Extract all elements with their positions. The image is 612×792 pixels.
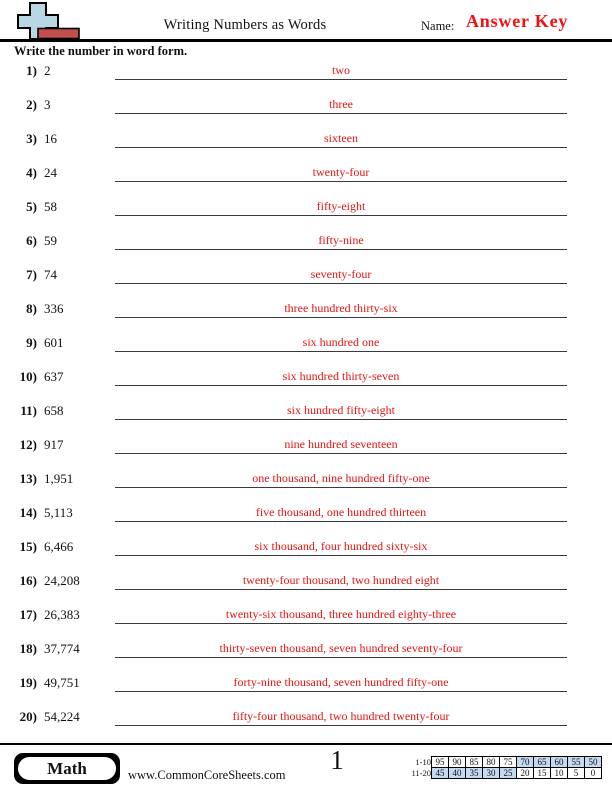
- question-number: 1): [26, 63, 37, 78]
- answer-text: thirty-seven thousand, seven hundred seventy-four: [219, 640, 463, 655]
- question-value: 336: [44, 301, 64, 316]
- problems-list: [0, 59, 612, 739]
- answer-text: fifty-nine: [318, 232, 364, 247]
- score-cell: 0: [585, 768, 602, 779]
- question-value: 5,113: [44, 505, 73, 520]
- answer-line: [115, 370, 567, 386]
- question-number: 13): [19, 471, 37, 486]
- answer-text: fifty-four thousand, two hundred twenty-four: [232, 708, 450, 723]
- question-number: 2): [26, 97, 37, 112]
- answer-line: [115, 166, 567, 182]
- question-value: 917: [44, 437, 64, 452]
- answer-text: seventy-four: [310, 266, 372, 281]
- score-cell: 85: [466, 757, 483, 768]
- question-number: 17): [19, 607, 37, 622]
- answer-line: [115, 574, 567, 590]
- question-value: 24: [44, 165, 57, 180]
- score-cell: 40: [449, 768, 466, 779]
- question-value: 658: [44, 403, 64, 418]
- score-cell: 60: [551, 757, 568, 768]
- problem-row: [0, 229, 612, 263]
- score-row-label: 11-20: [411, 767, 431, 778]
- answer-line: [115, 676, 567, 692]
- question-value: 6,466: [44, 539, 74, 554]
- problem-row: [0, 705, 612, 739]
- logo-red-block: [38, 29, 79, 39]
- question-value: 637: [44, 369, 64, 384]
- score-cell: 75: [500, 757, 517, 768]
- answer-text: three: [329, 96, 353, 111]
- answer-text: five thousand, one hundred thirteen: [255, 504, 427, 519]
- problem-row: [0, 399, 612, 433]
- question-value: 74: [44, 267, 57, 282]
- question-value: 58: [44, 199, 57, 214]
- score-cell: 70: [517, 757, 534, 768]
- answer-line: [115, 132, 567, 148]
- answer-line: [115, 608, 567, 624]
- question-number: 5): [26, 199, 37, 214]
- instruction-text: Write the number in word form.: [14, 44, 188, 58]
- score-cell: 45: [432, 768, 449, 779]
- footer-divider: [0, 743, 612, 745]
- problem-row: [0, 535, 612, 569]
- answer-text: six hundred thirty-seven: [282, 368, 400, 383]
- answer-line: [115, 302, 567, 318]
- score-cell: 5: [568, 768, 585, 779]
- problem-row: [0, 365, 612, 399]
- answer-text: three hundred thirty-six: [284, 300, 398, 315]
- question-number: 9): [26, 335, 37, 350]
- answer-line: [115, 200, 567, 216]
- score-cell: 65: [534, 757, 551, 768]
- question-number: 14): [19, 505, 37, 520]
- question-number: 18): [19, 641, 37, 656]
- answer-line: [115, 234, 567, 250]
- question-value: 601: [44, 335, 64, 350]
- question-number: 16): [19, 573, 37, 588]
- question-value: 24,208: [44, 573, 80, 588]
- answer-line: [115, 336, 567, 352]
- problem-row: [0, 127, 612, 161]
- answer-line: [115, 268, 567, 284]
- score-cell: 35: [466, 768, 483, 779]
- answer-line: [115, 64, 567, 80]
- answer-line: [115, 642, 567, 658]
- answer-text: forty-nine thousand, seven hundred fifty-one: [233, 674, 449, 689]
- score-row-label: 1-10: [415, 756, 431, 767]
- header-divider: [0, 39, 612, 42]
- score-row: [411, 768, 601, 779]
- problem-row: [0, 501, 612, 535]
- score-grid: [411, 756, 602, 779]
- question-value: 59: [44, 233, 57, 248]
- question-number: 12): [19, 437, 37, 452]
- question-value: 1,951: [44, 471, 74, 486]
- answer-text: six thousand, four hundred sixty-six: [254, 538, 428, 553]
- problem-row: [0, 59, 612, 93]
- question-number: 19): [19, 675, 37, 690]
- problem-row: [0, 603, 612, 637]
- name-label: Name:: [421, 19, 455, 33]
- answer-text: twenty-four: [312, 164, 370, 179]
- answer-text: fifty-eight: [316, 198, 366, 213]
- problem-row: [0, 637, 612, 671]
- question-number: 7): [26, 267, 37, 282]
- question-number: 15): [19, 539, 37, 554]
- answer-text: six hundred fifty-eight: [287, 402, 395, 417]
- score-row: [411, 757, 601, 768]
- problem-row: [0, 161, 612, 195]
- question-value: 37,774: [44, 641, 80, 656]
- question-value: 54,224: [44, 709, 80, 724]
- problem-row: [0, 569, 612, 603]
- score-cell: 15: [534, 768, 551, 779]
- website-url: www.CommonCoreSheets.com: [128, 768, 286, 782]
- answer-line: [115, 98, 567, 114]
- answer-text: nine hundred seventeen: [284, 436, 398, 451]
- problem-row: [0, 671, 612, 705]
- answer-line: [115, 472, 567, 488]
- problem-row: [0, 433, 612, 467]
- score-cell: 90: [449, 757, 466, 768]
- page-number: 1: [330, 745, 344, 775]
- score-cell: 55: [568, 757, 585, 768]
- problem-row: [0, 93, 612, 127]
- answer-key-text: Answer Key: [466, 11, 569, 31]
- answer-text: twenty-six thousand, three hundred eighty-three: [225, 606, 457, 621]
- subject-badge-oval: [17, 756, 117, 781]
- answer-line: [115, 710, 567, 726]
- answer-line: [115, 540, 567, 556]
- question-value: 2: [44, 63, 51, 78]
- page-title: Writing Numbers as Words: [163, 17, 327, 33]
- answer-text: six hundred one: [302, 334, 380, 349]
- answer-line: [115, 404, 567, 420]
- question-value: 49,751: [44, 675, 80, 690]
- answer-text: two: [332, 62, 350, 77]
- problem-row: [0, 467, 612, 501]
- question-number: 8): [26, 301, 37, 316]
- score-cell: 50: [585, 757, 602, 768]
- problem-row: [0, 297, 612, 331]
- problem-row: [0, 263, 612, 297]
- question-number: 6): [26, 233, 37, 248]
- answer-text: one thousand, nine hundred fifty-one: [252, 470, 430, 485]
- answer-line: [115, 506, 567, 522]
- question-number: 20): [19, 709, 37, 724]
- question-number: 3): [26, 131, 37, 146]
- answer-line: [115, 438, 567, 454]
- question-value: 3: [44, 97, 51, 112]
- score-cell: 80: [483, 757, 500, 768]
- problem-row: [0, 195, 612, 229]
- subject-label: Math: [47, 759, 87, 778]
- problem-row: [0, 331, 612, 365]
- question-number: 4): [26, 165, 37, 180]
- question-value: 16: [44, 131, 57, 146]
- answer-text: twenty-four thousand, two hundred eight: [242, 572, 440, 587]
- score-cell: 25: [500, 768, 517, 779]
- score-cell: 10: [551, 768, 568, 779]
- commoncoresheets-logo: [13, 2, 91, 40]
- question-number: 11): [20, 403, 37, 418]
- subject-badge: [14, 753, 120, 784]
- score-cell: 95: [432, 757, 449, 768]
- score-cell: 30: [483, 768, 500, 779]
- question-number: 10): [19, 369, 37, 384]
- score-cell: 20: [517, 768, 534, 779]
- question-value: 26,383: [44, 607, 80, 622]
- answer-text: sixteen: [324, 130, 358, 145]
